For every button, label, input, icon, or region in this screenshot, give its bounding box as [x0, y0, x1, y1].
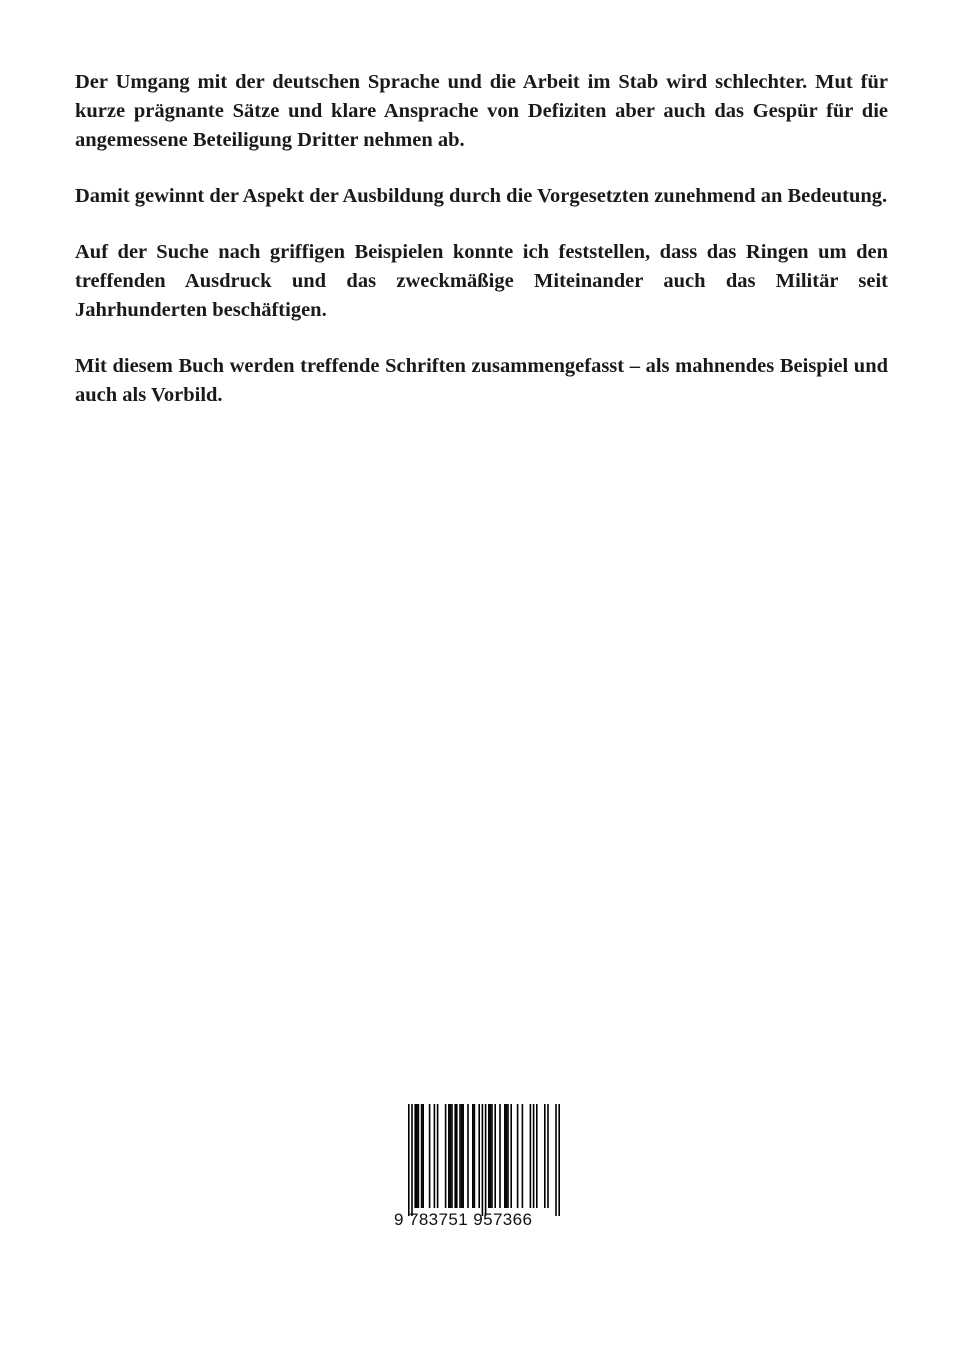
barcode-bar — [510, 1104, 512, 1208]
barcode-bar — [467, 1104, 469, 1208]
barcode-bar — [474, 1104, 476, 1208]
isbn-number: 9 783751 957366 — [394, 1210, 533, 1229]
blurb-paragraph-2: Damit gewinnt der Aspekt der Ausbildung durch die Vorgesetzten zunehmend an Bedeutung. — [75, 185, 888, 207]
barcode-bar — [494, 1104, 496, 1208]
barcode-bars — [394, 1104, 562, 1224]
barcode-bar — [491, 1104, 493, 1208]
barcode-bar — [558, 1104, 560, 1216]
barcode-bar — [454, 1104, 456, 1208]
barcode-bar — [448, 1104, 450, 1208]
barcode-bar — [536, 1104, 538, 1208]
barcode-bar — [414, 1104, 416, 1208]
barcode-bar — [478, 1104, 480, 1208]
barcode-bar — [530, 1104, 532, 1208]
barcode-bar — [544, 1104, 546, 1208]
barcode-bar — [429, 1104, 431, 1208]
barcode-bar — [499, 1104, 501, 1208]
barcode-bar — [533, 1104, 535, 1208]
barcode-bar — [522, 1104, 524, 1208]
barcode-bar — [555, 1104, 557, 1216]
barcode-bar — [408, 1104, 410, 1216]
barcode-bar — [421, 1104, 423, 1208]
isbn-barcode — [394, 1104, 562, 1239]
back-cover-blurb — [75, 68, 888, 437]
barcode-bar — [445, 1104, 447, 1208]
blurb-paragraph-3: Auf der Suche nach griffigen Beispielen konnte ich feststellen, dass das Ringen um den treffenden Ausdruck und das zweckmäßige Miteinander auch das Militär seit Jahrhunderten beschäftigen. — [75, 241, 888, 321]
barcode-bar — [504, 1104, 506, 1208]
barcode-bar — [434, 1104, 436, 1208]
barcode-bar — [437, 1104, 439, 1208]
barcode-bar — [482, 1104, 484, 1216]
barcode-bar — [418, 1104, 420, 1208]
barcode-bar — [517, 1104, 519, 1208]
barcode-bar — [507, 1104, 509, 1208]
barcode-bar — [416, 1104, 418, 1208]
barcode-bar — [472, 1104, 474, 1208]
barcode-bar — [488, 1104, 490, 1208]
barcode-bar — [422, 1104, 424, 1208]
barcode-bar — [459, 1104, 461, 1208]
barcode-bar — [485, 1104, 487, 1216]
blurb-paragraph-1: Der Umgang mit der deutschen Sprache und die Arbeit im Stab wird schlechter. Mut für kurze prägnante Sätze und klare Ansprache von Defiziten aber auch das Gespür für die angemessene Beteiligung Dritter nehmen ab. — [75, 71, 888, 151]
barcode-bar — [506, 1104, 508, 1208]
barcode-bar — [451, 1104, 453, 1208]
barcode-bar — [456, 1104, 458, 1208]
barcode-bar — [462, 1104, 464, 1208]
barcode-bar — [547, 1104, 549, 1208]
barcode-bar — [461, 1104, 463, 1208]
barcode-bar — [490, 1104, 492, 1208]
barcode-bar — [450, 1104, 452, 1208]
barcode-bar — [411, 1104, 413, 1216]
blurb-paragraph-4: Mit diesem Buch werden treffende Schriften zusammengefasst – als mahnendes Beispiel und auch als Vorbild. — [75, 355, 888, 406]
